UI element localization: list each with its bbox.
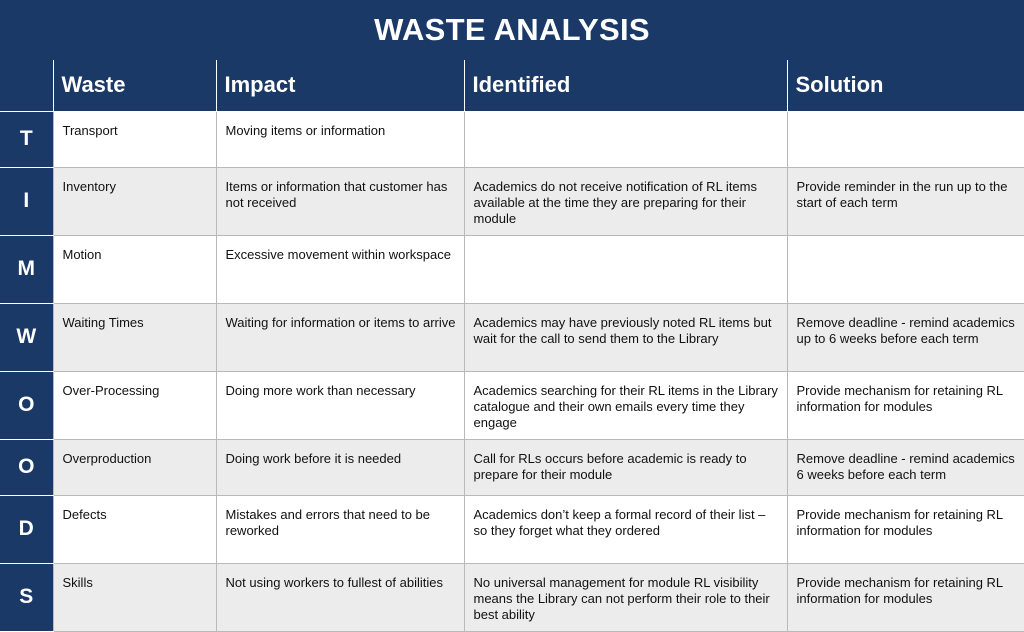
identified-cell: Academics may have previously noted RL items but wait for the call to send them to the Library: [464, 303, 787, 371]
waste-cell: Skills: [53, 563, 216, 631]
row-letter: W: [0, 303, 53, 371]
table-row: [0, 303, 1024, 371]
table-row: [0, 563, 1024, 631]
table-row: [0, 371, 1024, 439]
waste-cell: Waiting Times: [53, 303, 216, 371]
solution-cell: Provide reminder in the run up to the start of each term: [787, 167, 1024, 235]
header-solution: Solution: [787, 60, 1024, 111]
table-row: [0, 235, 1024, 303]
identified-cell: No universal management for module RL visibility means the Library can not perform their role to their best ability: [464, 563, 787, 631]
identified-cell: Academics don’t keep a formal record of their list – so they forget what they ordered: [464, 495, 787, 563]
waste-cell: Motion: [53, 235, 216, 303]
identified-cell: Academics do not receive notification of RL items available at the time they are preparing for their module: [464, 167, 787, 235]
header-waste: Waste: [53, 60, 216, 111]
row-letter: O: [0, 371, 53, 439]
waste-cell: Inventory: [53, 167, 216, 235]
waste-cell: Defects: [53, 495, 216, 563]
impact-cell: Doing work before it is needed: [216, 439, 464, 495]
solution-cell: Remove deadline - remind academics up to 6 weeks before each term: [787, 303, 1024, 371]
row-letter: T: [0, 111, 53, 167]
identified-cell: [464, 111, 787, 167]
header-identified: Identified: [464, 60, 787, 111]
impact-cell: Doing more work than necessary: [216, 371, 464, 439]
header-impact: Impact: [216, 60, 464, 111]
table-row: [0, 167, 1024, 235]
impact-cell: Mistakes and errors that need to be reworked: [216, 495, 464, 563]
row-letter: S: [0, 563, 53, 631]
table-row: [0, 439, 1024, 495]
impact-cell: Waiting for information or items to arrive: [216, 303, 464, 371]
waste-cell: Transport: [53, 111, 216, 167]
impact-cell: Items or information that customer has not received: [216, 167, 464, 235]
solution-cell: Provide mechanism for retaining RL information for modules: [787, 563, 1024, 631]
row-letter: I: [0, 167, 53, 235]
row-letter: D: [0, 495, 53, 563]
table-header-row: [0, 60, 1024, 111]
impact-cell: Not using workers to fullest of abilities: [216, 563, 464, 631]
header-letter: [0, 60, 53, 111]
table-row: [0, 495, 1024, 563]
identified-cell: Academics searching for their RL items in the Library catalogue and their own emails every time they engage: [464, 371, 787, 439]
table-row: [0, 111, 1024, 167]
page-title: WASTE ANALYSIS: [0, 0, 1024, 60]
identified-cell: [464, 235, 787, 303]
identified-cell: Call for RLs occurs before academic is ready to prepare for their module: [464, 439, 787, 495]
solution-cell: [787, 111, 1024, 167]
impact-cell: Excessive movement within workspace: [216, 235, 464, 303]
waste-cell: Overproduction: [53, 439, 216, 495]
solution-cell: Remove deadline - remind academics 6 weeks before each term: [787, 439, 1024, 495]
solution-cell: Provide mechanism for retaining RL information for modules: [787, 371, 1024, 439]
solution-cell: [787, 235, 1024, 303]
impact-cell: Moving items or information: [216, 111, 464, 167]
solution-cell: Provide mechanism for retaining RL information for modules: [787, 495, 1024, 563]
waste-analysis-table: [0, 60, 1024, 632]
row-letter: O: [0, 439, 53, 495]
row-letter: M: [0, 235, 53, 303]
waste-cell: Over-Processing: [53, 371, 216, 439]
